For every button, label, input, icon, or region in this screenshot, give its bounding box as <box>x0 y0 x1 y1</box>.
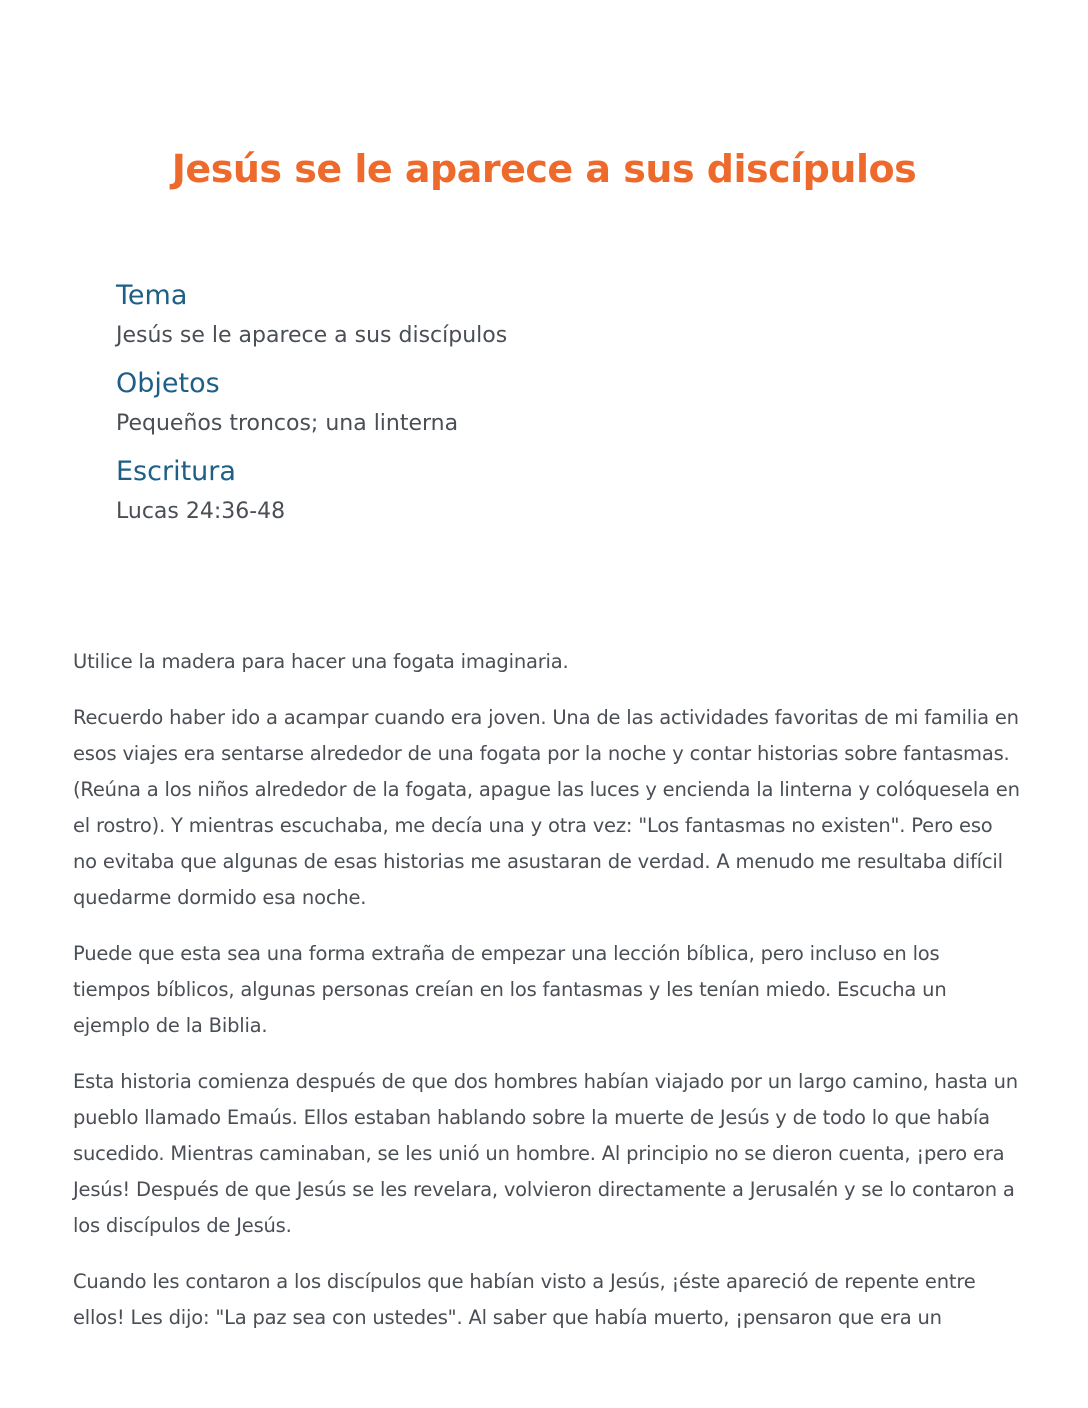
paragraph-5: Cuando les contaron a los discípulos que habían visto a Jesús, ¡éste apareció de repente entre ellos! Les dijo: "La paz sea con ustedes". Al saber que había muerto, ¡pensaron que era un <box>73 1270 976 1329</box>
paragraph-3: Puede que esta sea una forma extraña de empezar una lección bíblica, pero incluso en los tiempos bíblicos, algunas personas creían en los fantasmas y les tenían miedo. Escucha un ejemplo de la Biblia. <box>73 942 947 1037</box>
meta-tema-value: Jesús se le aparece a sus discípulos <box>116 323 508 348</box>
meta-tema <box>116 277 1016 353</box>
meta-objetos-heading: Objetos <box>116 368 220 399</box>
meta-escritura <box>116 453 1016 529</box>
meta-objetos <box>116 365 1016 441</box>
paragraph-4: Esta historia comienza después de que dos hombres habían viajado por un largo camino, hasta un pueblo llamado Emaús. Ellos estaban hablando sobre la muerte de Jesús y de todo lo que había sucedido. Mientras caminaban, se les unió un hombre. Al principio no se dieron cuenta, ¡pero era Jesús! Después de que Jesús se les revelara, volvieron directamente a Jerusalén y se lo contaron a los discípulos de Jesús. <box>73 1070 1018 1237</box>
meta-objetos-value: Pequeños troncos; una linterna <box>116 411 459 436</box>
meta-tema-heading: Tema <box>116 280 188 311</box>
lesson-meta <box>116 277 1016 541</box>
paragraph-2: Recuerdo haber ido a acampar cuando era joven. Una de las actividades favoritas de mi familia en esos viajes era sentarse alrededor de una fogata por la noche y contar historias sobre fantasmas. (Reúna a los niños alrededor de la fogata, apague las luces y encienda la linterna y colóquesela en el rostro). Y mientras escuchaba, me decía una y otra vez: "Los fantasmas no existen". Pero eso no evitaba que algunas de esas historias me asustaran de verdad. A menudo me resultaba difícil quedarme dormido esa noche. <box>73 706 1020 909</box>
meta-escritura-value: Lucas 24:36-48 <box>116 499 286 524</box>
paragraph-1: Utilice la madera para hacer una fogata imaginaria. <box>73 650 569 673</box>
page-title: Jesús se le aparece a sus discípulos <box>171 147 917 191</box>
meta-escritura-heading: Escritura <box>116 456 236 487</box>
lesson-body <box>73 644 1021 1356</box>
